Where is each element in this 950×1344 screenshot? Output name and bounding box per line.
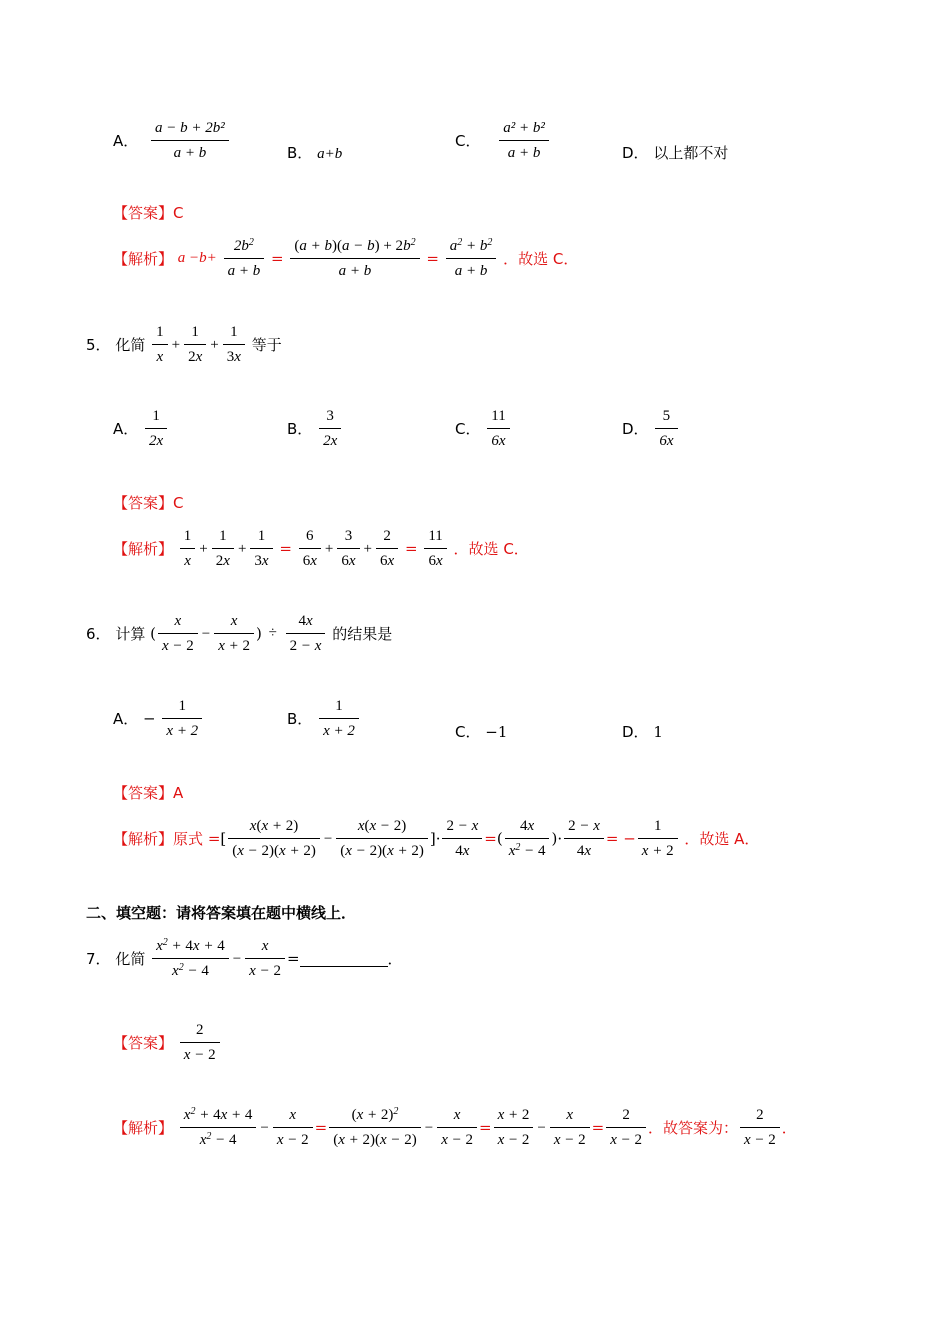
option-letter: A． (113, 132, 139, 150)
q6-option-c (455, 721, 507, 742)
q5-stem: 5． 化简 $\frac{1}{x}$ + $\frac{1}{2x}$ + $\frac{1}{3x}$ 等于 (86, 324, 282, 365)
option-letter: C． (455, 132, 481, 150)
fraction: $\frac{1}{2x}$ (212, 526, 234, 571)
question-number: 7． (86, 950, 111, 968)
fraction: $\frac{a^2 + b^2}{a + b}$ (446, 236, 497, 281)
answer-value: A (173, 784, 184, 802)
option-letter: A． (113, 420, 139, 438)
option-letter: B． (287, 144, 313, 162)
answer-value: C (173, 204, 184, 222)
fraction: $\frac{2}{x - 2}$ (740, 1105, 780, 1150)
q4-analysis: 【解析】 a −b+ $\frac{2b^2}{a + b}$ = $\frac{(a + b)(a - b) + 2b^2}{a + b}$ = $\frac{a^2 + b^2}{a + b}$ ．故选 C． (113, 237, 579, 279)
analysis-end: ．故选 C． (503, 250, 579, 268)
fraction: $\frac{2}{x - 2}$ (180, 1020, 220, 1065)
answer-label: 【答案】 (113, 494, 174, 512)
fraction: $\frac{x(x + 2)}{(x - 2)(x + 2)}$ (228, 816, 320, 861)
fraction: $\frac{1}{3x}$ (250, 526, 272, 571)
numerator: 1 (145, 406, 167, 429)
answer-value: C (173, 494, 184, 512)
option-text: 以上都不对 (653, 144, 729, 162)
option-text: −1 (485, 723, 508, 741)
q5-option-b (287, 406, 343, 451)
fraction (145, 406, 167, 451)
question-prefix: 化简 (115, 950, 146, 968)
fraction: $\frac{1}{x}$ (152, 322, 168, 367)
fraction (487, 406, 509, 451)
denominator: 2x (323, 433, 338, 449)
option-letter: D． (622, 144, 649, 162)
analysis-label: 【解析】 (113, 250, 174, 268)
denominator: 6x (659, 433, 674, 449)
section-title: 二、填空题：请将答案填在题中横线上． (86, 904, 357, 922)
analysis-label: 【解析】 (113, 830, 174, 848)
option-letter: C． (455, 420, 481, 438)
fraction: $\frac{6}{6x}$ (299, 526, 321, 571)
denominator: x + 2 (323, 723, 355, 739)
q5-answer (113, 492, 184, 513)
fraction: $\frac{1}{x + 2}$ (638, 816, 678, 861)
question-suffix: 的结果是 (332, 625, 393, 643)
fraction: $\frac{x + 2}{x - 2}$ (494, 1105, 534, 1150)
fraction (151, 118, 229, 163)
analysis-label: 【解析】 (113, 540, 174, 558)
fraction: $\frac{x^2 + 4x + 4}{x^2 - 4}$ (180, 1105, 257, 1150)
fraction (499, 118, 549, 163)
answer-label: 【答案】 (113, 204, 174, 222)
q5-option-a (113, 406, 169, 451)
answer-label: 【答案】 (113, 784, 174, 802)
q6-answer (113, 782, 183, 803)
fraction: $\frac{3}{6x}$ (337, 526, 359, 571)
q7-answer (113, 1020, 222, 1065)
denominator: 2x (149, 433, 164, 449)
denominator: a + b (507, 145, 541, 161)
q6-analysis: 【解析】原式 =[ $\frac{x(x + 2)}{(x - 2)(x + 2)}$ − $\frac{x(x - 2)}{(x - 2)(x + 2)}$ ]· $\frac{2 - x}{4x}$ =( $\frac{4x}{x^2 - 4}$ )· $\frac{2 - x}{4x}$ = − $\frac{1}{x + 2}$ ．故选 A． (113, 818, 760, 859)
fraction: $\frac{x}{x - 2}$ (437, 1105, 477, 1150)
fraction: $\frac{x}{x + 2}$ (214, 611, 254, 656)
question-end: ． (387, 950, 403, 968)
fraction: $\frac{(a + b)(a - b) + 2b^2}{a + b}$ (290, 236, 419, 281)
option-sign: − (143, 709, 156, 728)
fraction: $\frac{x}{x - 2}$ (550, 1105, 590, 1150)
q5-option-d (622, 406, 680, 451)
q6-option-b (287, 696, 361, 741)
option-letter: C． (455, 723, 481, 741)
numerator: 3 (319, 406, 341, 429)
q5-option-c (455, 406, 512, 451)
option-text: 1 (653, 723, 663, 741)
question-number: 5． (86, 336, 111, 354)
numerator: a² + b² (499, 118, 549, 141)
q4-option-d (622, 142, 728, 163)
fraction: $\frac{x^2 + 4x + 4}{x^2 - 4}$ (152, 936, 229, 981)
fraction: $\frac{1}{2x}$ (184, 322, 206, 367)
analysis-end: ． (781, 1119, 797, 1137)
answer-blank[interactable] (300, 950, 388, 967)
fraction: $\frac{4x}{2 - x}$ (286, 611, 326, 656)
analysis-mid: ．故答案为： (647, 1119, 738, 1137)
q6-option-a (113, 696, 204, 741)
fraction (319, 696, 359, 741)
fraction (319, 406, 341, 451)
q4-option-c (455, 118, 551, 163)
numerator: 11 (487, 406, 509, 429)
fraction: $\frac{2 - x}{4x}$ (564, 816, 604, 861)
fraction: $\frac{1}{x}$ (180, 526, 196, 571)
question-number: 6． (86, 625, 111, 643)
denominator: x + 2 (166, 723, 199, 739)
fraction: $\frac{2}{x - 2}$ (606, 1105, 646, 1150)
option-letter: B． (287, 710, 313, 728)
fraction: $\frac{(x + 2)^2}{(x + 2)(x - 2)}$ (329, 1105, 421, 1150)
analysis-label: 【解析】 (113, 1119, 174, 1137)
fraction: $\frac{x}{x - 2}$ (158, 611, 198, 656)
denominator: 6x (491, 433, 506, 449)
denominator: a + b (173, 145, 207, 161)
analysis-lead: a −b+ (177, 250, 217, 266)
analysis-end: ．故选 A． (684, 830, 760, 848)
option-letter: A． (113, 710, 139, 728)
question-prefix: 计算 (115, 625, 146, 643)
q5-analysis: 【解析】 $\frac{1}{x}$ + $\frac{1}{2x}$ + $\frac{1}{3x}$ = $\frac{6}{6x}$ + $\frac{3}{6x}$ + $\frac{2}{6x}$ = $\frac{11}{6x}$ ．故选 C． (113, 528, 529, 569)
option-letter: D． (622, 420, 649, 438)
q4-option-a (113, 118, 231, 163)
numerator: 5 (655, 406, 677, 429)
fraction: $\frac{x}{x - 2}$ (245, 936, 285, 981)
fraction: $\frac{2 - x}{4x}$ (442, 816, 482, 861)
q4-answer (113, 202, 184, 223)
numerator: a − b + 2b² (151, 118, 229, 141)
option-text: a+b (317, 146, 343, 162)
fraction: $\frac{4x}{x^2 - 4}$ (505, 816, 550, 861)
fraction: $\frac{11}{6x}$ (424, 526, 446, 571)
analysis-end: ．故选 C． (453, 540, 529, 558)
option-letter: B． (287, 420, 313, 438)
option-letter: D． (622, 723, 649, 741)
q7-analysis: 【解析】 $\frac{x^2 + 4x + 4}{x^2 - 4}$ − $\frac{x}{x - 2}$ = $\frac{(x + 2)^2}{(x + 2)(x - 2)}$ − $\frac{x}{x - 2}$ = $\frac{x + 2}{x - 2}$ − $\frac{x}{x - 2}$ = $\frac{2}{x - 2}$ ．故答案为： $\frac{2}{x - 2}$ ． (113, 1106, 797, 1148)
q6-stem: 6． 计算 ( $\frac{x}{x - 2}$ − $\frac{x}{x + 2}$ ) ÷ $\frac{4x}{2 - x}$ 的结果是 (86, 613, 393, 654)
q7-stem: 7． 化简 $\frac{x^2 + 4x + 4}{x^2 - 4}$ − $\frac{x}{x - 2}$ = ． (86, 937, 403, 979)
fraction: $\frac{1}{3x}$ (223, 322, 245, 367)
fraction: $\frac{2}{6x}$ (376, 526, 398, 571)
fraction (162, 696, 202, 741)
numerator: 1 (319, 696, 359, 719)
analysis-lead: 原式 (173, 830, 204, 848)
q6-option-d (622, 721, 663, 742)
fraction: $\frac{x}{x - 2}$ (273, 1105, 313, 1150)
numerator: 1 (162, 696, 202, 719)
fraction: $\frac{x(x - 2)}{(x - 2)(x + 2)}$ (336, 816, 428, 861)
fraction (655, 406, 677, 451)
question-suffix: 等于 (251, 336, 282, 354)
fraction: $\frac{2b^2}{a + b}$ (224, 236, 265, 281)
answer-label: 【答案】 (113, 1034, 174, 1052)
question-prefix: 化简 (115, 336, 146, 354)
q4-option-b (287, 142, 342, 163)
